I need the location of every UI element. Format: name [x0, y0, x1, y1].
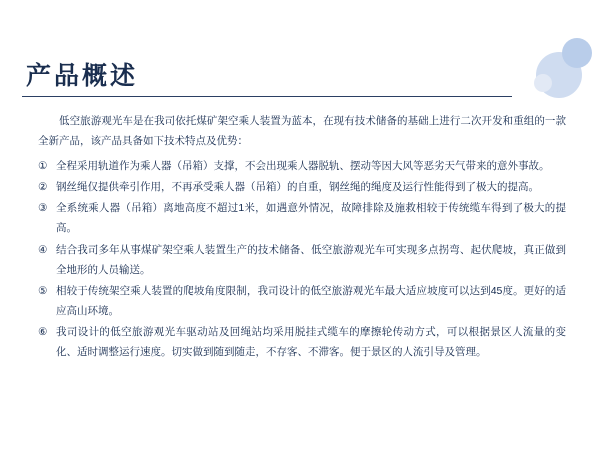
list-item-marker: ① [38, 159, 48, 172]
list-item-text: 我司设计的低空旅游观光车驱动站及回绳站均采用脱挂式缆车的摩擦轮传动方式，可以根据景区人流量的变化、适时调整运行速度。切实做到随到随走，不存客、不滞客。便于景区的人流引导及管理。 [56, 326, 566, 359]
list-item-marker: ⑤ [38, 284, 48, 297]
list-item [38, 322, 566, 362]
list-item-text: 钢丝绳仅提供牵引作用，不再承受乘人器（吊箱）的自重，钢丝绳的绳度及运行性能得到了极大的提高。 [56, 181, 539, 194]
list-item-text: 相较于传统架空乘人装置的爬坡角度限制，我司设计的低空旅游观光车最大适应坡度可以达到45度。更好的适应高山环境。 [56, 284, 566, 317]
page-title: 产品概述 [26, 62, 139, 90]
list-item-text: 全程采用轨道作为乘人器（吊箱）支撑，不会出现乘人器脱轨、摆动等因大风等恶劣天气带来的意外事故。 [56, 159, 550, 172]
list-item [38, 156, 566, 176]
list-item-text: 结合我司多年从事煤矿架空乘人装置生产的技术储备、低空旅游观光车可实现多点拐弯、起伏爬坡，真正做到全地形的人员输送。 [56, 243, 566, 276]
list-item-text: 全系统乘人器（吊箱）离地高度不超过1米，如遇意外情况，故障排除及施救相较于传统缆车得到了极大的提高。 [56, 202, 566, 235]
content-body [38, 112, 566, 363]
circle-medium-icon [562, 38, 592, 68]
decorative-circles [480, 0, 600, 120]
list-item-marker: ⑥ [38, 326, 48, 339]
intro-paragraph: 低空旅游观光车是在我司依托煤矿架空乘人装置为蓝本，在现有技术储备的基础上进行二次开发和重组的一款全新产品，该产品具备如下技术特点及优势： [38, 115, 566, 147]
list-item-marker: ③ [38, 202, 48, 215]
circle-large-icon [536, 52, 582, 98]
feature-list [38, 156, 566, 363]
list-item [38, 198, 566, 238]
list-item-marker: ② [38, 181, 48, 194]
list-item [38, 177, 566, 197]
list-item [38, 281, 566, 321]
title-divider [22, 96, 512, 97]
list-item [38, 240, 566, 280]
circle-small-icon [534, 74, 552, 92]
list-item-marker: ④ [38, 243, 48, 256]
